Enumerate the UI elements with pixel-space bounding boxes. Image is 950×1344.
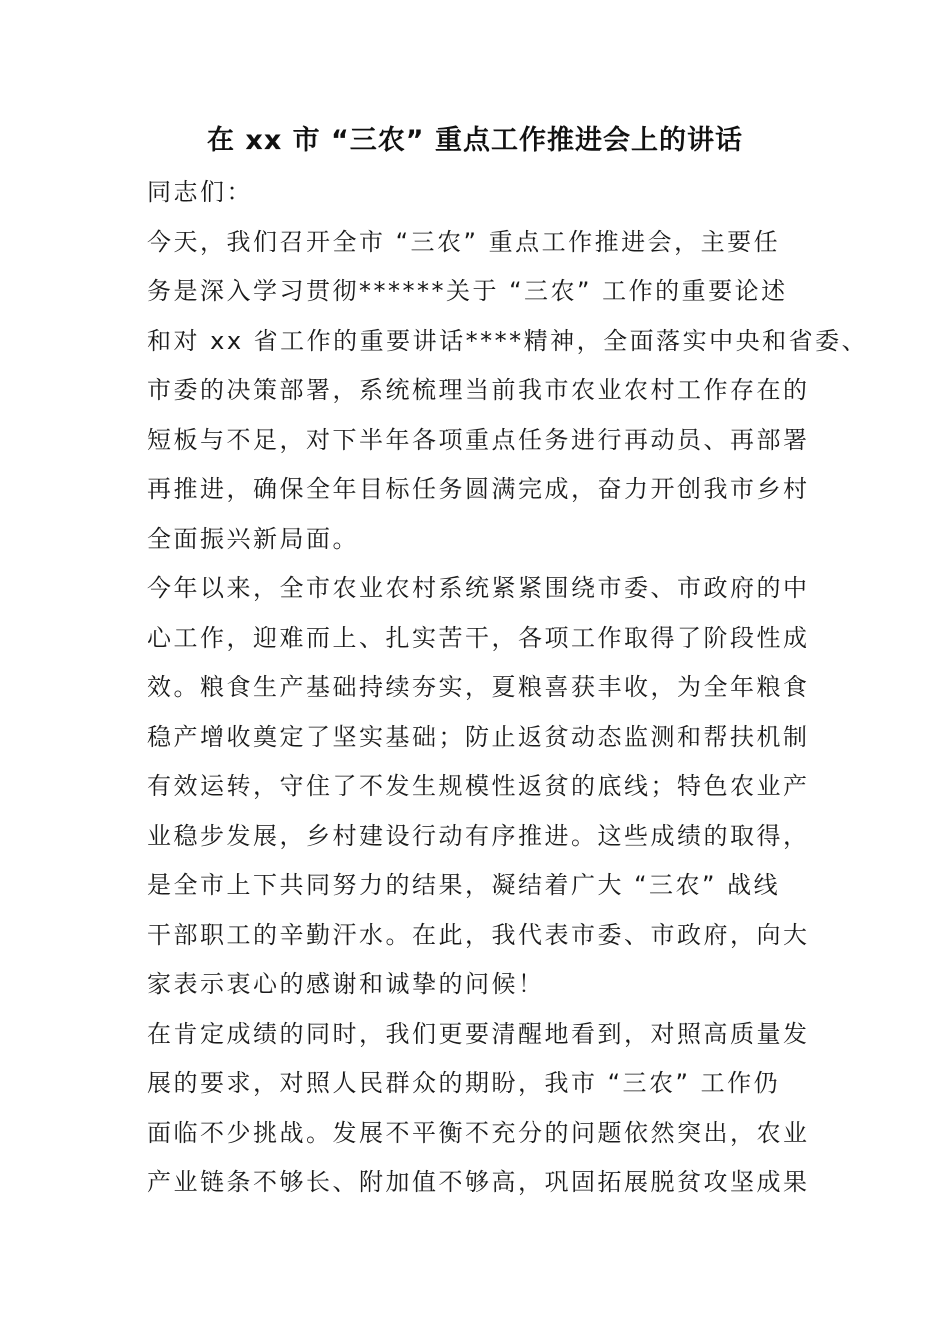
body-line: 市委的决策部署，系统梳理当前我市农业农村工作存在的 (147, 376, 810, 404)
body-line: 心工作，迎难而上、扎实苦干，各项工作取得了阶段性成 (147, 623, 810, 652)
body-line: 同志们： (147, 178, 253, 206)
body-line: 短板与不足，对下半年各项重点任务进行再动员、再部署 (147, 425, 810, 454)
document-title: 在 xx 市 “三农” 重点工作推进会上的讲话 (207, 125, 743, 156)
body-line: 是全市上下共同努力的结果，凝结着广大 “三农” 战线 (147, 871, 781, 899)
body-line: 务是深入学习贯彻******关于 “三农” 工作的重要论述 (147, 277, 788, 305)
body-line: 在肯定成绩的同时，我们更要清醒地看到，对照高质量发 (147, 1019, 810, 1048)
document-body (147, 168, 869, 1208)
body-line: 今年以来，全市农业农村系统紧紧围绕市委、市政府的中 (147, 574, 810, 602)
body-line: 面临不少挑战。发展不平衡不充分的问题依然突出，农业 (147, 1118, 810, 1147)
body-line: 家表示衷心的感谢和诚挚的问候！ (147, 970, 545, 998)
body-line: 展的要求，对照人民群众的期盼，我市 “三农” 工作仍 (147, 1069, 781, 1097)
body-line: 有效运转，守住了不发生规模性返贫的底线；特色农业产 (147, 772, 810, 800)
body-line: 再推进，确保全年目标任务圆满完成，奋力开创我市乡村 (147, 475, 810, 503)
body-line: 干部职工的辛勤汗水。在此，我代表市委、市政府，向大 (147, 920, 810, 949)
body-line: 和对 xx 省工作的重要讲话****精神，全面落实中央和省委、 (147, 326, 869, 355)
body-line: 稳产增收奠定了坚实基础；防止返贫动态监测和帮扶机制 (147, 722, 810, 751)
body-line: 产业链条不够长、附加值不够高，巩固拓展脱贫攻坚成果 (147, 1168, 810, 1196)
body-line: 业稳步发展，乡村建设行动有序推进。这些成绩的取得， (147, 821, 810, 850)
body-line: 今天，我们召开全市 “三农” 重点工作推进会，主要任 (147, 227, 781, 256)
body-line: 全面振兴新局面。 (147, 524, 359, 553)
body-line: 效。粮食生产基础持续夯实，夏粮喜获丰收，为全年粮食 (147, 673, 810, 701)
